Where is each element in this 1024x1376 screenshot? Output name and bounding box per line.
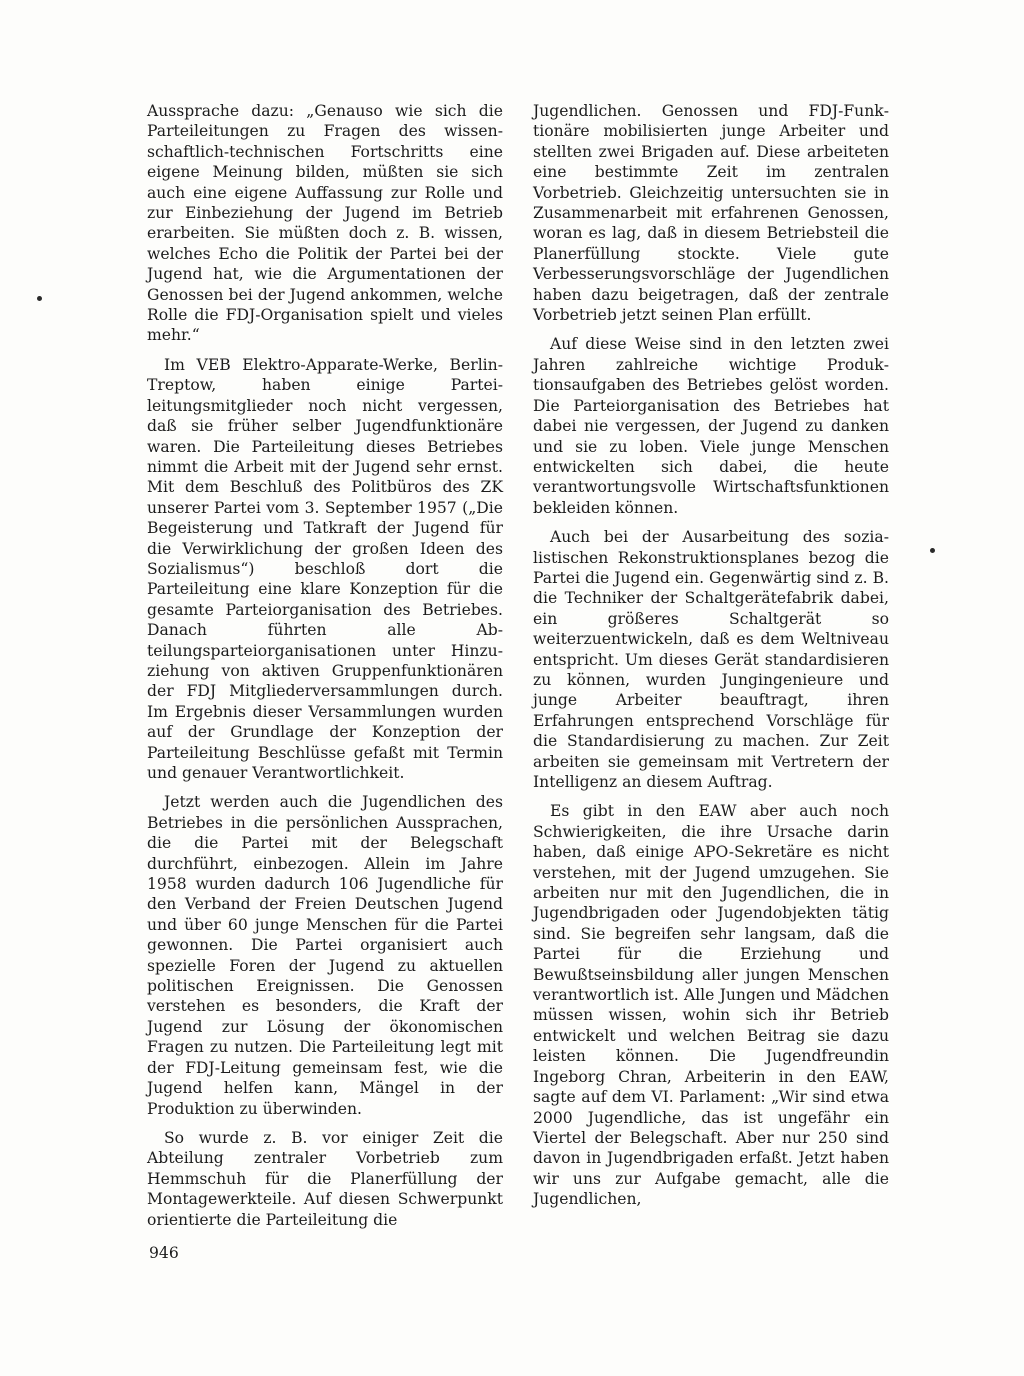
right-text-column bbox=[533, 101, 889, 1219]
left-text-column bbox=[147, 101, 503, 1239]
page-number: 946 bbox=[149, 1244, 179, 1262]
paragraph: Im VEB Elektro-Apparate-Werke, Berlin-Treptow, haben einige Parteileitungsmitglieder noch nicht vergessen, daß sie früher selber Jugendfunktionäre waren. Die Parteileitung dieses Betriebes nimmt die Arbeit mit der Jugend sehr ernst. Mit dem Beschluß des Politbüros des ZK unserer Partei vom 3. September 1957 („Die Begeisterung und Tatkraft der Jugend für die Verwirklichung der großen Ideen des Sozialismus“) beschloß dort die Parteileitung eine klare Konzeption für die gesamte Parteiorganisation des Betriebes. Danach führten alle Abteilungsparteiorganisationen unter Hinzuziehung von aktiven Gruppenfunktionären der FDJ Mitgliederversammlungen durch. Im Ergebnis dieser Versammlungen wurden auf der Grundlage der Konzeption der Parteileitung Beschlüsse gefaßt mit Termin und genauer Verantwortlichkeit. bbox=[147, 355, 503, 782]
paragraph: Aussprache dazu: „Genauso wie sich die Parteileitungen zu Fragen des wissenschaftlich-technischen Fortschritts eine eigene Meinung bilden, müßten sie sich auch eine eigene Auffassung zur Rolle und zur Einbeziehung der Jugend im Betrieb erarbeiten. Sie müßten doch z. B. wissen, welches Echo die Politik der Partei bei der Jugend hat, wie die Argumentationen der Genossen bei der Jugend ankommen, welche Rolle die FDJ-Organisation spielt und vieles mehr.“ bbox=[147, 102, 503, 345]
paragraph: Jugendlichen. Genossen und FDJ-Funktionäre mobilisierten junge Arbeiter und stellten zwei Brigaden auf. Diese arbeiteten eine bestimmte Zeit im zentralen Vorbetrieb. Gleichzeitig untersuchten sie in Zusammenarbeit mit erfahrenen Genossen, woran es lag, daß in diesem Betriebsteil die Planerfüllung stockte. Viele gute Verbesserungsvorschläge der Jugendlichen haben dazu beigetragen, daß der zentrale Vorbetrieb jetzt seinen Plan erfüllt. bbox=[533, 102, 889, 325]
paragraph: Auf diese Weise sind in den letzten zwei Jahren zahlreiche wichtige Produktionsaufgaben des Betriebes gelöst worden. Die Parteiorganisation des Betriebes hat dabei nie vergessen, der Jugend zu danken und sie zu loben. Viele junge Menschen entwickelten sich dabei, die heute verantwortungsvolle Wirtschaftsfunktionen bekleiden können. bbox=[533, 335, 889, 517]
paragraph: Es gibt in den EAW aber auch noch Schwierigkeiten, die ihre Ursache darin haben, daß einige APO-Sekretäre es nicht verstehen, mit der Jugend umzugehen. Sie arbeiten nur mit den Jugendlichen, die in Jugendbrigaden oder Jugendobjekten tätig sind. Sie begreifen sehr langsam, daß die Partei für die Erziehung und Bewußtseinsbildung aller jungen Menschen verantwortlich ist. Alle Jungen und Mädchen müssen wissen, wohin sich ihr Betrieb entwickelt und welchen Beitrag sie dazu leisten können. Die Jugendfreundin Ingeborg Chran, Arbeiterin in den EAW, sagte auf dem VI. Parlament: „Wir sind etwa 2000 Jugendliche, das ist ungefähr ein Viertel der Belegschaft. Aber nur 250 sind davon in Jugendbrigaden erfaßt. Jetzt haben wir uns zur Aufgabe gemacht, alle die Jugendlichen, bbox=[533, 802, 889, 1209]
paragraph: Auch bei der Ausarbeitung des sozialistischen Rekonstruktionsplanes bezog die Partei die Jugend ein. Gegenwärtig sind z. B. die Techniker der Schaltgerätefabrik dabei, ein größeres Schaltgerät so weiterzuentwickeln, daß es dem Weltniveau entspricht. Um dieses Gerät standardisieren zu können, wurden Jungingenieure und junge Arbeiter beauftragt, ihren Erfahrungen entsprechend Vorschläge für die Standardisierung zu machen. Zur Zeit arbeiten sie gemeinsam mit Vertretern der Intelligenz an diesem Auftrag. bbox=[533, 528, 889, 791]
paragraph: Jetzt werden auch die Jugendlichen des Betriebes in die persönlichen Aussprachen, die die Partei mit der Belegschaft durchführt, einbezogen. Allein im Jahre 1958 wurden dadurch 106 Jugendliche für den Verband der Freien Deutschen Jugend und über 60 junge Menschen für die Partei gewonnen. Die Partei organisiert auch spezielle Foren der Jugend zu aktuellen politischen Ereignissen. Die Genossen verstehen es besonders, die Kraft der Jugend zur Lösung der ökonomischen Fragen zu nutzen. Die Parteileitung legt mit der FDJ-Leitung gemeinsam fest, wie die Jugend helfen kann, Mängel in der Produktion zu überwinden. bbox=[147, 793, 503, 1118]
ink-speck bbox=[37, 296, 42, 301]
paragraph: So wurde z. B. vor einiger Zeit die Abteilung zentraler Vorbetrieb zum Hemmschuh für die Planerfüllung der Montagewerkteile. Auf diesen Schwerpunkt orientierte die Parteileitung die bbox=[147, 1128, 503, 1229]
ink-speck bbox=[930, 548, 935, 553]
